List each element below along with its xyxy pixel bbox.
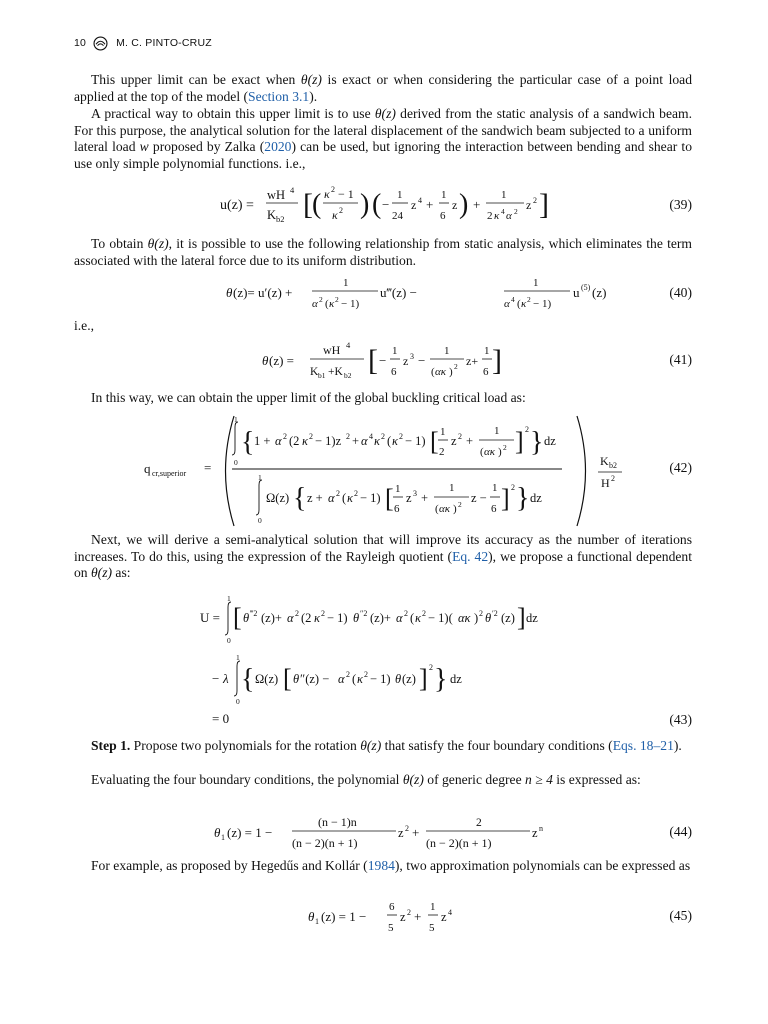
svg-text:(2: (2 — [301, 611, 312, 625]
svg-text:z: z — [532, 826, 538, 840]
svg-text:u‴(z) −: u‴(z) − — [380, 285, 417, 300]
svg-text:κ: κ — [332, 208, 338, 222]
svg-text:3: 3 — [410, 352, 414, 361]
svg-text:κ: κ — [314, 611, 320, 625]
svg-text:2: 2 — [321, 609, 325, 618]
svg-text:(: ( — [435, 503, 439, 515]
citation-link-1984[interactable]: 1984 — [367, 858, 395, 873]
svg-text:1: 1 — [258, 473, 262, 482]
svg-text:2: 2 — [283, 432, 287, 441]
svg-text:Ω(z): Ω(z) — [255, 672, 279, 686]
svg-text:[: [ — [303, 188, 313, 221]
svg-text:b2: b2 — [344, 371, 352, 380]
svg-text:b1: b1 — [318, 371, 326, 380]
svg-text:1: 1 — [449, 482, 455, 494]
svg-text:2: 2 — [407, 908, 411, 917]
svg-text:″(z) −: ″(z) − — [300, 672, 330, 686]
page-number: 10 — [74, 37, 87, 49]
svg-text:−: − — [379, 353, 387, 368]
svg-text:0: 0 — [234, 458, 238, 467]
svg-text:2: 2 — [309, 432, 313, 441]
paragraph-semi-analytical: Next, we will derive a semi-analytical solution that will improve its accuracy as the number of iterations increases. To do this, using the expression of the Rayleigh quotient (Eq. 42), we propose a functional dependent on θ(z) as: — [74, 532, 692, 581]
svg-text:4: 4 — [290, 185, 295, 195]
equation-43-formula — [74, 590, 692, 730]
svg-text:2: 2 — [503, 443, 507, 452]
svg-text:(: ( — [312, 189, 322, 220]
svg-text:2: 2 — [331, 185, 335, 194]
svg-text:+: + — [412, 825, 420, 840]
svg-text:+: + — [352, 434, 360, 448]
svg-text:1: 1 — [234, 415, 238, 424]
svg-text:ακ: ακ — [458, 611, 471, 625]
svg-text:z: z — [398, 826, 404, 840]
equation-number: (45) — [669, 908, 692, 923]
svg-text:[: [ — [368, 344, 378, 377]
svg-text:1 +: 1 + — [254, 434, 271, 448]
svg-text:4: 4 — [418, 196, 422, 205]
svg-text:2: 2 — [487, 210, 493, 222]
svg-text:α: α — [287, 611, 294, 625]
svg-text:): ) — [449, 366, 453, 378]
svg-text:(: ( — [410, 611, 415, 625]
svg-text:− 1): − 1) — [360, 491, 381, 505]
svg-text:− 1): − 1) — [533, 298, 552, 310]
svg-text:): ) — [474, 611, 479, 625]
paragraph-practical-way: A practical way to obtain this upper limit is to use θ(z) derived from the static analysis of a sandwich beam. For this purpose, the analytical solution for the lateral displacement of the sandwich beam subjected to a uniform lateral load w proposed by Zalka (2020) can be used, but ignoring the interaction between bending and shear to use only simple polynomial functions. i.e., — [74, 106, 692, 171]
svg-text:θ: θ — [353, 611, 360, 625]
svg-text:α: α — [275, 434, 282, 448]
equation-number: (43) — [669, 712, 692, 727]
svg-text:4: 4 — [501, 207, 505, 216]
svg-text:2: 2 — [339, 206, 343, 215]
paragraph-hegedus-kollar: For example, as proposed by Hegedűs and Kollár (1984), two approximation polynomials can be expressed as — [91, 858, 691, 873]
citation-link-zalka[interactable]: 2020 — [264, 139, 292, 155]
equation-number: (42) — [669, 460, 692, 475]
equation-link-42[interactable]: Eq. 42 — [452, 548, 489, 564]
svg-text:dz: dz — [544, 434, 556, 448]
svg-text:κ: κ — [302, 434, 308, 448]
svg-text:2: 2 — [381, 432, 385, 441]
svg-text:q: q — [144, 461, 151, 476]
svg-text:(: ( — [372, 189, 382, 220]
svg-text:α: α — [506, 210, 512, 222]
svg-text:κ: κ — [374, 434, 380, 448]
svg-text:1: 1 — [221, 833, 225, 842]
paragraph-upper-limit: This upper limit can be exact when θ(z) is exact or when considering the particular case of a point load applied at the top of the model (Section 3.1). — [74, 72, 692, 104]
equation-number: (40) — [669, 285, 692, 300]
svg-text:(2: (2 — [289, 434, 300, 448]
svg-text:4: 4 — [511, 295, 515, 304]
svg-text:z +: z + — [307, 491, 323, 505]
equation-45-formula — [74, 896, 692, 940]
svg-text:1: 1 — [533, 277, 539, 289]
svg-text:{: { — [241, 664, 255, 695]
svg-text:24: 24 — [392, 210, 403, 222]
equation-45 — [74, 896, 692, 940]
svg-text:z: z — [526, 198, 532, 212]
svg-text:z: z — [452, 198, 458, 212]
svg-text:0: 0 — [227, 636, 231, 645]
equation-39-formula — [74, 178, 692, 228]
svg-text:1: 1 — [227, 594, 231, 603]
svg-text:2: 2 — [476, 817, 482, 829]
svg-text:(n − 2)(n + 1): (n − 2)(n + 1) — [426, 836, 492, 850]
svg-text:+: + — [466, 434, 474, 448]
svg-text:wH: wH — [323, 343, 341, 357]
svg-text:[: [ — [385, 484, 394, 513]
svg-text:2: 2 — [346, 670, 350, 679]
svg-text:0: 0 — [236, 697, 240, 706]
svg-text:− 1): − 1) — [370, 672, 391, 686]
svg-text:(: ( — [431, 366, 435, 378]
svg-text:1: 1 — [444, 345, 450, 357]
svg-text:−: − — [382, 197, 390, 212]
svg-text:+: + — [473, 197, 481, 212]
svg-text:]: ] — [515, 427, 524, 456]
svg-text:2: 2 — [354, 489, 358, 498]
svg-text:(z)= u′(z) +: (z)= u′(z) + — [233, 285, 293, 300]
svg-text:2: 2 — [439, 446, 445, 458]
svg-text:(z) = 1 −: (z) = 1 − — [321, 909, 367, 924]
svg-text:ακ: ακ — [435, 366, 447, 378]
svg-text:1: 1 — [343, 277, 349, 289]
running-author: M. C. PINTO-CRUZ — [116, 37, 212, 49]
equation-42-formula — [74, 410, 692, 532]
svg-text:n: n — [539, 824, 543, 833]
svg-text:): ) — [360, 189, 370, 220]
svg-text:θ: θ — [243, 611, 250, 625]
svg-text:H: H — [601, 476, 610, 490]
svg-text:′2: ′2 — [492, 609, 498, 618]
svg-text:}: } — [434, 664, 448, 695]
svg-text:1: 1 — [236, 653, 240, 662]
svg-text:2: 2 — [346, 432, 350, 441]
svg-text:1: 1 — [492, 482, 498, 494]
svg-text:2: 2 — [514, 207, 518, 216]
svg-text:5: 5 — [388, 922, 394, 934]
svg-text:+: + — [414, 909, 422, 924]
svg-text:2: 2 — [527, 295, 531, 304]
svg-text:b2: b2 — [609, 461, 617, 470]
svg-text:+: + — [421, 491, 429, 505]
paragraph-upper-limit-critical-load: In this way, we can obtain the upper limit of the global buckling critical load as: — [91, 390, 526, 405]
svg-text:2: 2 — [525, 425, 529, 434]
svg-text:z: z — [411, 198, 417, 212]
svg-text:1: 1 — [392, 345, 398, 357]
svg-text:z: z — [403, 354, 409, 368]
svg-text:1: 1 — [440, 426, 446, 438]
svg-text:6: 6 — [440, 210, 446, 222]
svg-text:): ) — [453, 503, 457, 515]
svg-text:‴2: ‴2 — [250, 609, 258, 618]
svg-text:θ: θ — [293, 672, 300, 686]
svg-text:4: 4 — [346, 340, 351, 350]
equation-44 — [74, 810, 692, 856]
svg-text:2: 2 — [511, 483, 515, 492]
svg-text:α: α — [312, 298, 318, 310]
svg-text:θ: θ — [262, 353, 269, 368]
svg-text:1: 1 — [397, 189, 403, 201]
svg-text:(n − 1)n: (n − 1)n — [318, 815, 357, 829]
svg-text:1: 1 — [430, 901, 436, 913]
svg-text:θ: θ — [485, 611, 492, 625]
svg-text:z: z — [406, 491, 412, 505]
svg-text:[: [ — [233, 603, 242, 632]
svg-text:α: α — [361, 434, 368, 448]
svg-text:6: 6 — [389, 901, 395, 913]
svg-text:{: { — [293, 483, 307, 514]
svg-text:2: 2 — [335, 295, 339, 304]
svg-text:]: ] — [539, 188, 549, 221]
svg-text:2: 2 — [611, 474, 615, 483]
svg-text:): ) — [459, 189, 469, 220]
svg-text:(z) =: (z) = — [269, 353, 295, 368]
svg-text:θ: θ — [395, 672, 402, 686]
svg-text:6: 6 — [391, 366, 397, 378]
svg-text:α: α — [504, 298, 510, 310]
svg-text:ακ: ακ — [484, 446, 496, 458]
svg-text:2: 2 — [405, 824, 409, 833]
svg-text:κ: κ — [324, 187, 330, 201]
svg-text:]: ] — [517, 603, 526, 632]
svg-text:): ) — [498, 446, 502, 458]
svg-text:1: 1 — [441, 189, 447, 201]
svg-text:cr,superior: cr,superior — [152, 469, 187, 478]
svg-text:2: 2 — [404, 609, 408, 618]
svg-text:z: z — [441, 910, 447, 924]
svg-text:(z): (z) — [402, 672, 416, 686]
svg-text:[: [ — [283, 664, 292, 693]
svg-text:2: 2 — [364, 670, 368, 679]
equation-number: (39) — [669, 197, 692, 212]
equation-44-formula — [74, 810, 692, 856]
svg-text:=: = — [204, 460, 212, 475]
equation-number: (41) — [669, 352, 692, 367]
publisher-logo-icon — [93, 36, 108, 51]
paragraph-step-1: Step 1. Propose two polynomials for the rotation θ(z) that satisfy the four boundary conditions (Eqs. 18–21). — [91, 738, 682, 753]
svg-text:λ: λ — [223, 671, 229, 686]
svg-text:− 1): − 1) — [327, 611, 348, 625]
svg-text:θ: θ — [214, 825, 221, 840]
svg-text:6: 6 — [483, 366, 489, 378]
svg-text:θ: θ — [308, 909, 315, 924]
svg-text:κ: κ — [521, 298, 527, 310]
svg-text:z+: z+ — [466, 354, 479, 368]
svg-text:(n − 2)(n + 1): (n − 2)(n + 1) — [292, 836, 358, 850]
svg-text:0: 0 — [258, 516, 262, 525]
svg-text:dz: dz — [450, 672, 462, 686]
svg-text:dz: dz — [526, 611, 538, 625]
equation-43 — [74, 590, 692, 730]
section-link[interactable]: Section 3.1 — [248, 88, 310, 104]
svg-text:− 1): − 1) — [405, 434, 426, 448]
svg-text:(: ( — [387, 434, 392, 448]
svg-text:(z): (z) — [501, 611, 515, 625]
svg-text:κ: κ — [494, 210, 500, 222]
svg-text:wH: wH — [267, 188, 286, 202]
svg-text:{: { — [241, 427, 255, 458]
svg-text:2: 2 — [399, 432, 403, 441]
svg-text:2: 2 — [458, 432, 462, 441]
equation-39 — [74, 178, 692, 228]
svg-text:1: 1 — [501, 189, 507, 201]
svg-text:1: 1 — [315, 917, 319, 926]
svg-text:3: 3 — [413, 489, 417, 498]
svg-text:2: 2 — [429, 663, 433, 672]
svg-text:α: α — [328, 491, 335, 505]
svg-text:(: ( — [342, 491, 347, 505]
svg-text:u(z) =: u(z) = — [220, 198, 254, 213]
svg-text:2: 2 — [336, 489, 340, 498]
svg-text:U =: U = — [200, 610, 220, 625]
svg-text:(z) = 1 −: (z) = 1 − — [227, 825, 273, 840]
svg-text:}: } — [530, 427, 544, 458]
svg-text:−: − — [418, 353, 426, 368]
equation-link-18-21[interactable]: Eqs. 18–21 — [612, 738, 674, 753]
svg-text:K: K — [310, 366, 319, 378]
svg-text:2: 2 — [458, 500, 462, 509]
svg-text:]: ] — [492, 344, 502, 377]
svg-text:α: α — [396, 611, 403, 625]
equation-40-formula — [74, 272, 692, 316]
svg-text:1: 1 — [494, 425, 500, 437]
svg-text:+K: +K — [328, 366, 343, 378]
svg-text:]: ] — [501, 484, 510, 513]
svg-text:″2: ″2 — [360, 609, 368, 618]
svg-text:α: α — [338, 672, 345, 686]
svg-text:κ: κ — [392, 434, 398, 448]
svg-text:(: ( — [517, 298, 521, 310]
svg-text:(: ( — [480, 446, 484, 458]
svg-text:2: 2 — [295, 609, 299, 618]
svg-text:2: 2 — [422, 609, 426, 618]
svg-text:z −: z − — [471, 491, 487, 505]
svg-text:κ: κ — [347, 491, 353, 505]
svg-text:κ: κ — [357, 672, 363, 686]
svg-text:4: 4 — [448, 908, 452, 917]
svg-text:2: 2 — [319, 295, 323, 304]
svg-text:− 1): − 1) — [341, 298, 360, 310]
paragraph-boundary-conditions: Evaluating the four boundary conditions, the polynomial θ(z) of generic degree n ≥ 4 is expressed as: — [91, 772, 641, 787]
svg-text:− 1)z: − 1)z — [315, 434, 342, 448]
paragraph-obtain-theta: To obtain θ(z), it is possible to use the following relationship from static analysis, which eliminates the term associated with the lateral force due to its uniform distribution. — [74, 236, 692, 268]
svg-text:(z): (z) — [592, 285, 607, 300]
paragraph-ie: i.e., — [74, 318, 95, 333]
svg-text:κ: κ — [415, 611, 421, 625]
svg-text:− 1)(: − 1)( — [428, 611, 453, 625]
svg-text:2: 2 — [533, 196, 537, 205]
svg-text:z: z — [400, 910, 406, 924]
equation-41-formula — [74, 336, 692, 384]
svg-text:z: z — [451, 434, 457, 448]
svg-text:− 1: − 1 — [338, 187, 354, 201]
equation-40 — [74, 272, 692, 316]
svg-text:(5): (5) — [581, 283, 591, 292]
svg-text:(z)+: (z)+ — [261, 611, 282, 625]
svg-text:1: 1 — [484, 345, 490, 357]
svg-text:(: ( — [352, 672, 357, 686]
svg-text:6: 6 — [491, 503, 497, 515]
svg-text:}: } — [516, 483, 530, 514]
svg-text:K: K — [267, 208, 277, 222]
equation-42 — [74, 410, 692, 532]
svg-text:ακ: ακ — [439, 503, 451, 515]
svg-text:1: 1 — [395, 483, 401, 495]
svg-text:]: ] — [419, 664, 428, 693]
svg-text:= 0: = 0 — [212, 711, 230, 726]
svg-text:dz: dz — [530, 491, 542, 505]
svg-text:6: 6 — [394, 503, 400, 515]
svg-text:[: [ — [430, 427, 439, 456]
svg-text:(: ( — [325, 298, 329, 310]
svg-text:b2: b2 — [276, 214, 285, 224]
svg-text:(z)+: (z)+ — [370, 611, 391, 625]
svg-text:Ω(z): Ω(z) — [266, 491, 290, 505]
running-header — [74, 35, 212, 51]
svg-text:κ: κ — [329, 298, 335, 310]
svg-text:2: 2 — [479, 609, 483, 618]
svg-text:4: 4 — [369, 432, 373, 441]
svg-text:+: + — [426, 197, 434, 212]
equation-number: (44) — [669, 824, 692, 839]
svg-text:5: 5 — [429, 922, 435, 934]
svg-text:−: − — [212, 671, 220, 686]
svg-text:2: 2 — [454, 362, 458, 371]
svg-text:u: u — [573, 285, 580, 300]
equation-41 — [74, 336, 692, 384]
svg-text:θ: θ — [226, 285, 233, 300]
svg-text:K: K — [600, 454, 609, 468]
